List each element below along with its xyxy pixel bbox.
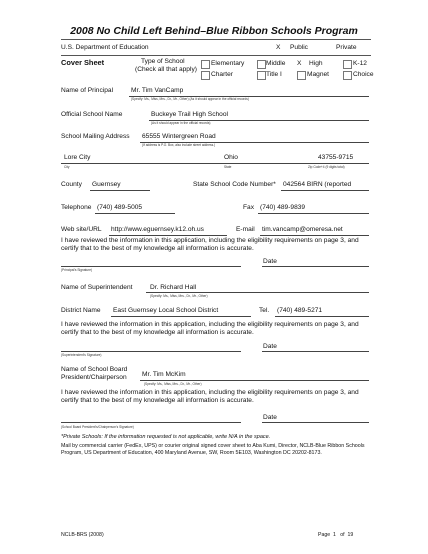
title1-checkbox[interactable] xyxy=(257,71,266,80)
page-current: 1 xyxy=(333,532,336,538)
district-value[interactable]: East Guernsey Local School District xyxy=(113,307,219,314)
page-title: 2008 No Child Left Behind–Blue Ribbon Schools Program xyxy=(70,25,358,37)
mailing-address-value[interactable]: 65555 Wintergreen Road xyxy=(142,133,216,140)
zip-value[interactable]: 43755-9715 xyxy=(318,154,354,161)
board-president-value[interactable]: Mr. Tim McKim xyxy=(142,371,186,378)
state-code-label: State School Code Number* xyxy=(193,181,276,188)
website-label: Web site/URL xyxy=(61,226,102,233)
mailing-address-label: School Mailing Address xyxy=(61,133,130,140)
city-value[interactable]: Lore City xyxy=(64,154,91,161)
state-value[interactable]: Ohio xyxy=(224,154,238,161)
mailing-instructions: Mail by commercial carrier (FedEx, UPS) or courier original signed cover sheet to Aba Kumi, Director, NCLB-Blue Ribbon Schools Program, US Department of Education, 400 Maryland Avenue, SW, Room 5E103, Washington DC 20202-8173. xyxy=(61,443,365,456)
high-mark: X xyxy=(297,60,302,67)
charter-checkbox[interactable] xyxy=(201,71,210,80)
title-rule xyxy=(61,39,371,40)
public-label: Public xyxy=(290,44,308,51)
state-code-line xyxy=(281,190,369,191)
telephone-line xyxy=(95,213,175,214)
charter-label: Charter xyxy=(211,71,233,78)
state-caption: State xyxy=(224,165,232,169)
zip-caption: Zip Code+4 (9 digits total) xyxy=(308,165,345,169)
fax-value[interactable]: (740) 489-9839 xyxy=(260,204,306,211)
principal-label: Name of Principal xyxy=(61,87,114,94)
board-president-hint: (Specify: Ms., Miss, Mrs., Dr., Mr., Other) xyxy=(144,382,202,386)
magnet-checkbox[interactable] xyxy=(297,71,306,80)
email-value[interactable]: tim.vancamp@omeresa.net xyxy=(262,226,343,233)
website-value[interactable]: http://www.eguernsey.k12.oh.us xyxy=(111,226,204,233)
type-of-school-label: Type of School xyxy=(141,58,185,65)
magnet-label: Magnet xyxy=(307,71,329,78)
private-label: Private xyxy=(336,44,357,51)
fax-line xyxy=(258,213,369,214)
page-number xyxy=(318,532,353,538)
school-name-label: Official School Name xyxy=(61,111,123,118)
board-signature-line xyxy=(61,422,241,423)
email-label: E-mail xyxy=(236,226,255,233)
page-total: 19 xyxy=(347,532,354,538)
superintendent-date-line xyxy=(262,351,369,352)
superintendent-signature-line xyxy=(61,351,241,352)
principal-hint: (Specify: Ms., Miss, Mrs., Dr., Mr., Other) (As it should appear in the official records) xyxy=(131,97,249,101)
telephone-label: Telephone xyxy=(61,204,92,211)
county-value[interactable]: Guernsey xyxy=(92,181,121,188)
email-line xyxy=(260,235,369,236)
choice-label: Choice xyxy=(353,71,374,78)
board-date-line xyxy=(262,422,369,423)
elementary-label: Elementary xyxy=(211,60,245,67)
board-president-line xyxy=(140,380,369,381)
superintendent-signature-caption: (Superintendent's Signature) xyxy=(61,353,102,357)
principal-signature-line xyxy=(61,266,241,267)
mailing-address-hint: (If address is P.O. Box, also include street address.) xyxy=(142,143,216,147)
choice-checkbox[interactable] xyxy=(343,71,352,80)
header-rule xyxy=(61,55,371,56)
district-tel-value[interactable]: (740) 489-5271 xyxy=(277,307,323,314)
board-label-line1: Name of School Board xyxy=(61,366,128,373)
check-all-label: (Check all that apply) xyxy=(135,66,197,73)
board-certification: I have reviewed the information in this application, including the eligibility requirements on page 3, and certify that to the best of my knowledge all information is accurate. xyxy=(61,389,359,405)
private-schools-footnote: *Private Schools: If the information requested is not applicable, write N/A in the space. xyxy=(61,434,271,440)
principal-date-label: Date xyxy=(263,258,277,265)
county-label: County xyxy=(61,181,82,188)
of-word: of xyxy=(340,532,345,538)
k12-label: K-12 xyxy=(353,60,367,67)
superintendent-date-label: Date xyxy=(263,343,277,350)
county-line xyxy=(90,190,150,191)
principal-signature-caption: (Principal's Signature) xyxy=(61,268,93,272)
public-mark: X xyxy=(276,44,281,51)
district-tel-line xyxy=(275,316,369,317)
form-code: NCLB-BRS (2008) xyxy=(61,532,104,538)
district-tel-label: Tel. xyxy=(259,307,270,314)
cover-sheet-heading: Cover Sheet xyxy=(61,58,105,67)
district-label: District Name xyxy=(61,307,101,314)
district-line xyxy=(111,316,251,317)
k12-checkbox[interactable] xyxy=(343,60,352,69)
middle-label: Middle xyxy=(266,60,286,67)
superintendent-line xyxy=(146,292,369,293)
superintendent-value[interactable]: Dr. Richard Hall xyxy=(150,284,197,291)
department-label: U.S. Department of Education xyxy=(61,44,149,51)
fax-label: Fax xyxy=(243,204,254,211)
elementary-checkbox[interactable] xyxy=(201,60,210,69)
middle-checkbox[interactable] xyxy=(257,60,266,69)
school-name-value[interactable]: Buckeye Trail High School xyxy=(151,111,228,118)
principal-date-line xyxy=(262,266,369,267)
superintendent-label: Name of Superintendent xyxy=(61,284,133,291)
superintendent-hint: (Specify: Ms., Miss, Mrs., Dr., Mr., Other) xyxy=(150,294,208,298)
state-code-value[interactable]: 042564 BIRN (reported xyxy=(283,181,352,188)
board-date-label: Date xyxy=(263,414,277,421)
high-label: High xyxy=(309,60,323,67)
principal-name[interactable]: Mr. Tim VanCamp xyxy=(131,87,184,94)
title1-label: Title I xyxy=(266,71,282,78)
website-line xyxy=(109,235,227,236)
page-word: Page xyxy=(318,532,331,538)
principal-certification: I have reviewed the information in this application, including the eligibility requirements on page 3, and certify that to the best of my knowledge all information is accurate. xyxy=(61,237,359,253)
telephone-value[interactable]: (740) 489-5005 xyxy=(97,204,143,211)
city-caption: City xyxy=(64,165,70,169)
board-label-line2: President/Chairperson xyxy=(61,374,127,381)
board-signature-caption: (School Board President's/Chairperson's Signature) xyxy=(61,425,134,429)
superintendent-certification: I have reviewed the information in this application, including the eligibility requirements on page 3, and certify that to the best of my knowledge all information is accurate. xyxy=(61,321,359,337)
city-state-zip-line xyxy=(61,163,369,164)
school-name-hint: (As it should appear in the official records) xyxy=(151,121,211,125)
